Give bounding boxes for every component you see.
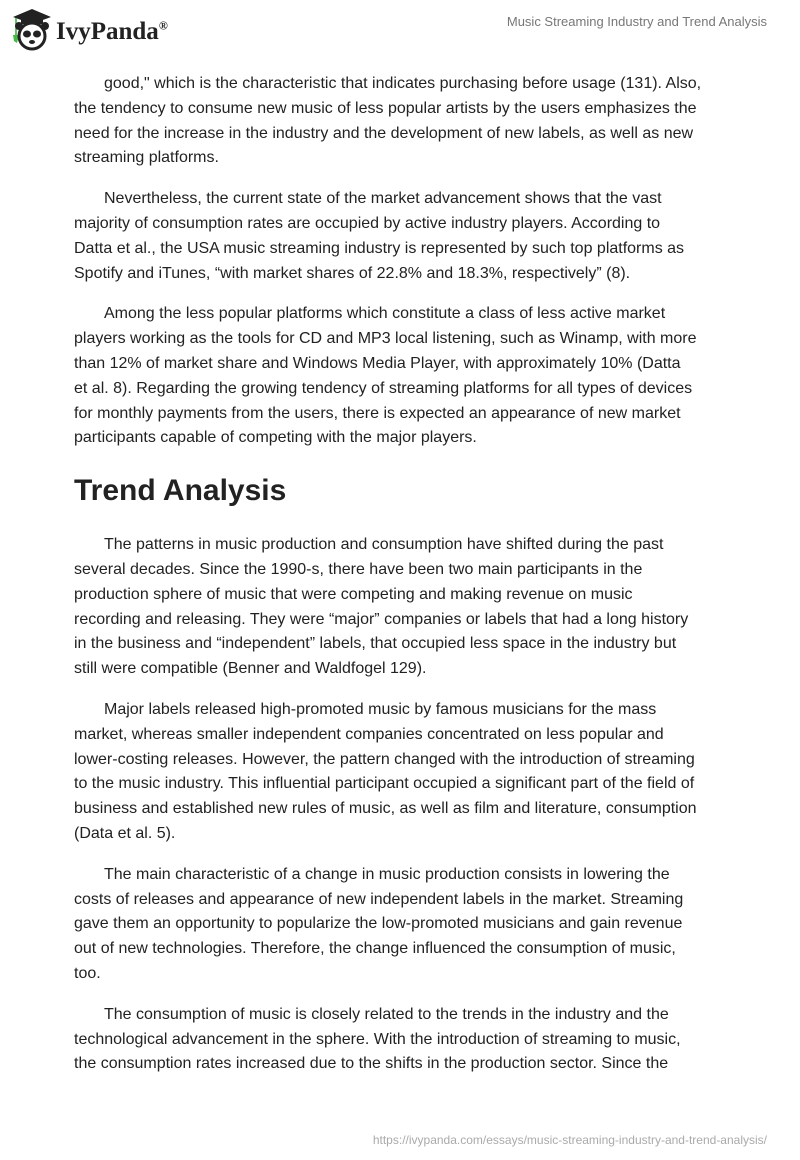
text-line: need for the increase in the industry and the development of new labels, as well as new xyxy=(74,124,694,142)
text-line: recording and releasing. They were “major” companies or labels that had a long history xyxy=(74,610,689,628)
paragraph xyxy=(74,72,734,171)
text-line: Datta et al., the USA music streaming industry is represented by such top platforms as xyxy=(74,239,685,257)
text-line: costs of releases and appearance of new independent labels in the market. Streaming xyxy=(74,890,684,908)
text-line: still were compatible (Benner and Waldfogel 129). xyxy=(74,660,427,678)
text-line: technological advancement in the sphere. With the introduction of streaming to music, xyxy=(74,1030,681,1048)
text-line: players working as the tools for CD and MP3 local listening, such as Winamp, with more xyxy=(74,330,697,348)
text-line: too. xyxy=(74,964,101,982)
text-line: participants capable of competing with the major players. xyxy=(74,429,477,447)
text-line: The consumption of music is closely related to the trends in the industry and the xyxy=(104,1005,669,1023)
panda-logo-icon xyxy=(10,7,52,51)
ivypanda-logo[interactable] xyxy=(10,7,168,51)
text-line: Major labels released high-promoted music by famous musicians for the mass xyxy=(104,700,657,718)
text-line: the consumption rates increased due to the shifts in the production sector. Since the xyxy=(74,1055,669,1073)
section-heading: Trend Analysis xyxy=(74,474,287,508)
text-line: good," which is the characteristic that indicates purchasing before usage (131). Also, xyxy=(104,75,702,92)
text-line: business and established new rules of music, as well as film and literature, consumption xyxy=(74,800,697,818)
document-title: Music Streaming Industry and Trend Analysis xyxy=(506,14,767,29)
text-line: The main characteristic of a change in music production consists in lowering the xyxy=(104,865,670,883)
text-line: to the music industry. This influential participant occupied a significant part of the field of xyxy=(74,775,695,793)
text-line: et al. 8). Regarding the growing tendency of streaming platforms for all types of devices xyxy=(74,379,693,397)
text-line: market, whereas smaller independent companies concentrated on less popular and xyxy=(74,725,664,743)
paragraph xyxy=(74,863,734,987)
text-line: the tendency to consume new music of less popular artists by the users emphasizes the xyxy=(74,99,697,117)
essay-body xyxy=(74,72,734,1093)
text-line: The patterns in music production and consumption have shifted during the past xyxy=(104,536,664,554)
text-line: (Data et al. 5). xyxy=(74,824,176,842)
paragraph xyxy=(74,533,734,682)
brand-name: IvyPanda® xyxy=(56,18,168,45)
text-line: streaming platforms. xyxy=(74,149,219,167)
text-line: lower-costing releases. However, the pattern changed with the introduction of streaming xyxy=(74,750,695,768)
text-line: gave them an opportunity to popularize the low-promoted musicians and gain revenue xyxy=(74,915,683,933)
text-line: Among the less popular platforms which constitute a class of less active market xyxy=(104,305,666,323)
paragraph xyxy=(74,187,734,286)
text-line: for monthly payments from the users, there is expected an appearance of new market xyxy=(74,404,681,422)
text-line: out of new technologies. Therefore, the change influenced the consumption of music, xyxy=(74,940,676,958)
text-line: Nevertheless, the current state of the market advancement shows that the vast xyxy=(104,190,662,208)
text-line: Spotify and iTunes, “with market shares of 22.8% and 18.3%, respectively” (8). xyxy=(74,264,631,282)
paragraph xyxy=(74,302,734,451)
paragraph xyxy=(74,1003,734,1077)
text-line: in the business and “independent” labels, that occupied less space in the industry but xyxy=(74,635,677,653)
text-line: several decades. Since the 1990-s, there have been two main participants in the xyxy=(74,560,643,578)
text-line: than 12% of market share and Windows Media Player, with approximately 10% (Datta xyxy=(74,354,681,372)
text-line: production sphere of music that were competing and making revenue on music xyxy=(74,585,633,603)
text-line: majority of consumption rates are occupied by active industry players. According to xyxy=(74,214,661,232)
paragraph xyxy=(74,698,734,847)
source-url[interactable]: https://ivypanda.com/essays/music-streaming-industry-and-trend-analysis/ xyxy=(372,1133,767,1147)
